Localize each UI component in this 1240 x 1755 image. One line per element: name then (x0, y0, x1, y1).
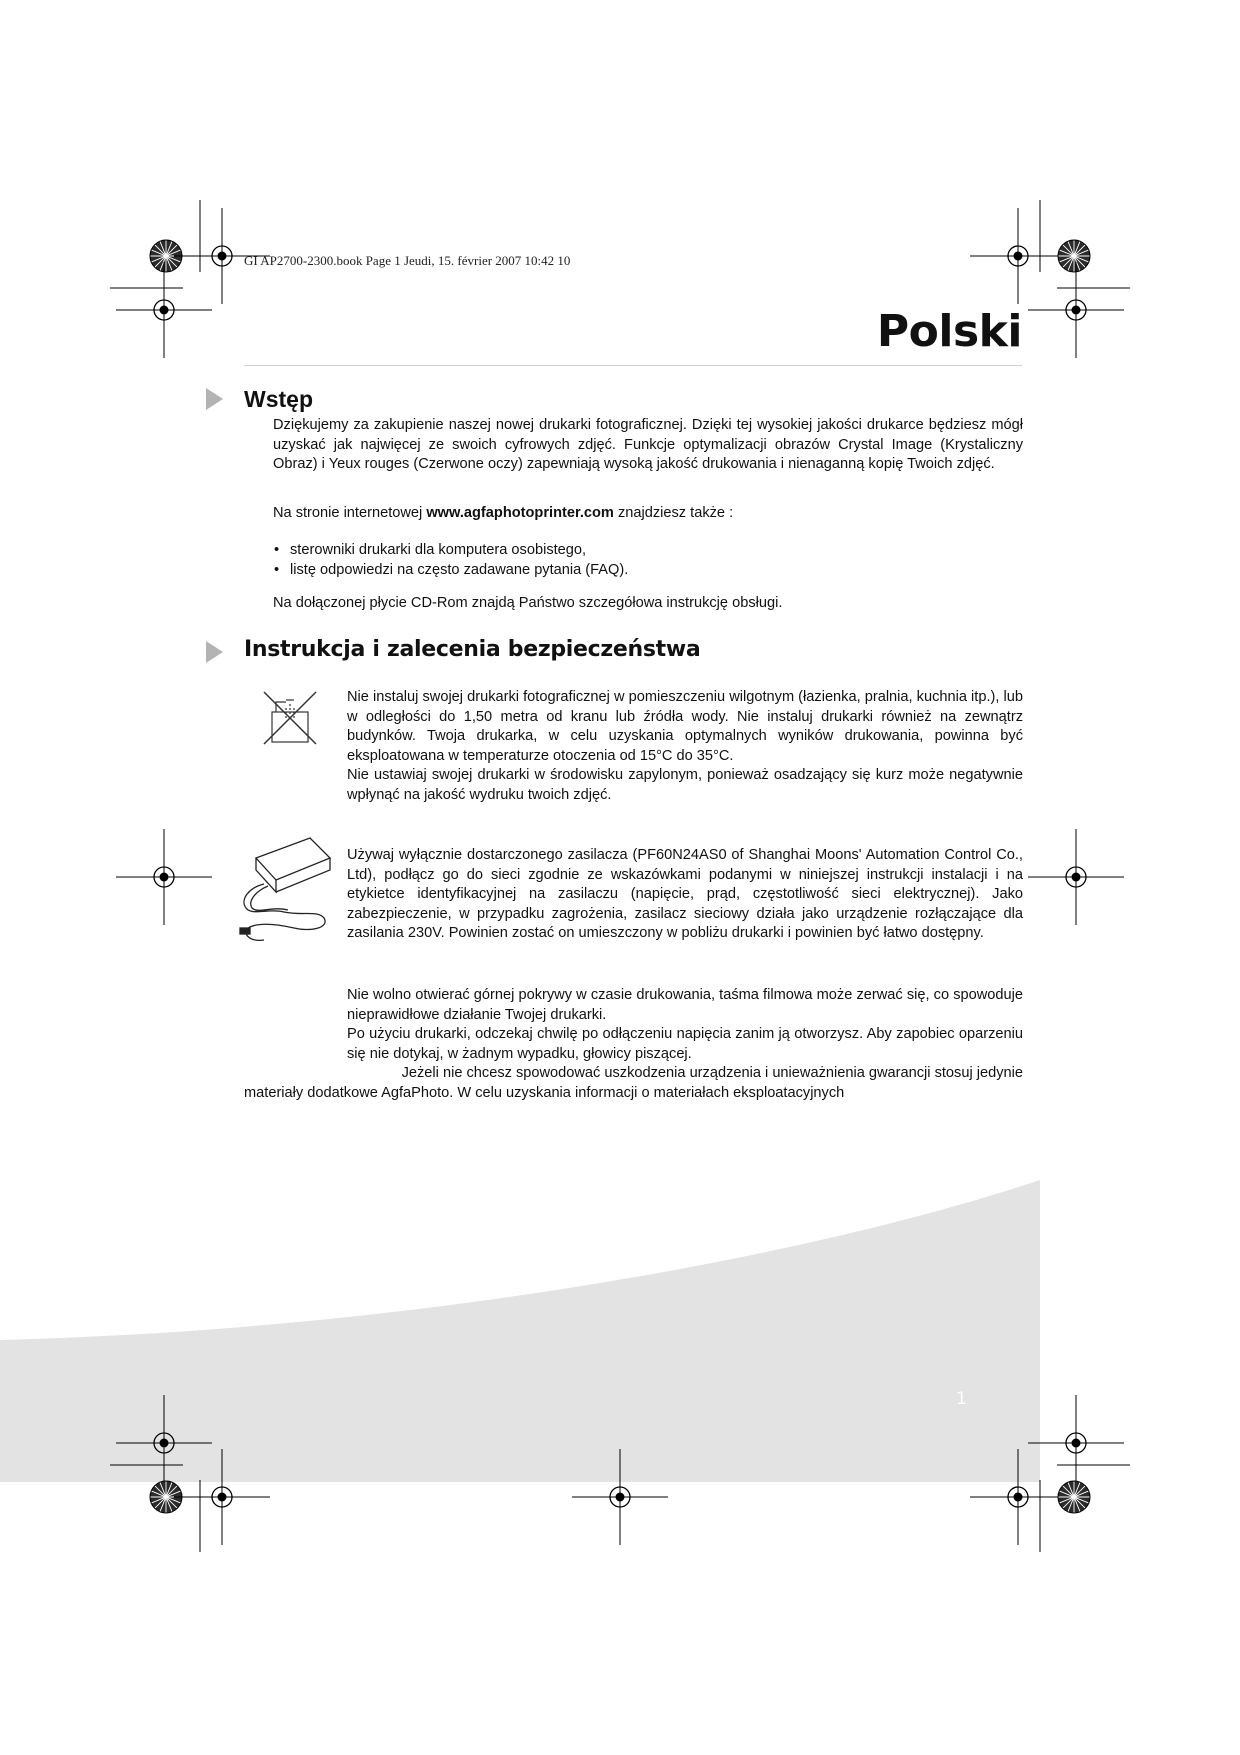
intro-paragraph: Dziękujemy za zakupienie naszej nowej drukarki fotograficznej. Dzięki tej wysokiej jakości drukarce będziesz mógł uzyskać jak najwięcej ze swoich cyfrowych zdjęć. Funkcje optymalizacji obrazów Crystal Image (Krystaliczny Obraz) i Yeux rouges (Czerwone oczy) zapewniają wysoką jakość drukowania i nienaganną kopię Twoich zdjęć. (273, 417, 1023, 472)
registration-mark-icon (1028, 1395, 1124, 1491)
supplies-line-2: materiały dodatkowe AgfaPhoto. W celu uzyskania informacji o materiałach eksploatacyjnych (244, 1085, 845, 1101)
list-item-text: listę odpowiedzi na często zadawane pytania (FAQ). (290, 561, 629, 578)
color-target-icon (1058, 1481, 1090, 1513)
supplies-line-1: Jeżeli nie chcesz spowodować uszkodzenia urządzenia i unieważnienia gwarancji stosuj jedynie (401, 1065, 1023, 1081)
book-header: GI AP2700-2300.book Page 1 Jeudi, 15. février 2007 10:42 10 (244, 253, 571, 268)
bullet-icon: • (274, 561, 280, 578)
cd-note: Na dołączonej płycie CD-Rom znajdą Państwo szczegółowa instrukcję obsługi. (273, 595, 783, 611)
website-suffix: znajdziesz także : (613, 505, 734, 521)
feature-list (273, 541, 1013, 580)
registration-mark-icon (970, 208, 1066, 304)
color-target-icon (1058, 240, 1090, 272)
power-adapter-icon (238, 836, 338, 944)
registration-mark-icon (572, 1449, 668, 1545)
bullet-icon: • (274, 542, 280, 558)
website-line (273, 504, 1023, 524)
humidity-warning: Nie instaluj swojej drukarki fotograficznej w pomieszczeniu wilgotnym (łazienka, pralnia, kuchnia itp.), lub w odległości do 1,50 metra od kranu lub źródła wody. Nie instaluj drukarki również na zewnątrz budynków. Twoja drukarka, w celu uzyskania optymalnych wyników drukowania, powinna być eksploatowana w temperaturze otoczenia od 15°C do 35°C. (347, 689, 1023, 764)
list-item (273, 541, 1013, 561)
registration-mark-icon (1028, 262, 1124, 358)
adapter-warning: Używaj wyłącznie dostarczonego zasilacza (PF60N24AS0 of Shanghai Moons' Automation Control Co., Ltd), podłącz go do sieci zgodnie ze wskazówkami podanymi w niniejszej instrukcji instalacji i na etykietce identyfikacyjnej na zasilaczu (napięcie, prąd, częstotliwość sieci elektrycznej). Jako zabezpieczenie, w przypadku zagrożenia, zasilacz sieciowy działa jako urządzenie rozłączające dla zasilania 230V. Powinien zostać on umieszczony w pobliżu drukarki i powinien być łatwo dostępny. (347, 847, 1023, 941)
registration-mark-icon (116, 262, 212, 358)
no-water-icon (262, 688, 318, 746)
registration-mark-icon (116, 829, 212, 925)
website-link[interactable]: www.agfaphotoprinter.com (426, 505, 614, 521)
registration-mark-icon (1028, 829, 1124, 925)
registration-mark-icon (174, 1449, 270, 1545)
cover-warning: Nie wolno otwierać górnej pokrywy w czasie drukowania, taśma filmowa może zerwać się, co spowoduje nieprawidłowe działanie Twojej drukarki. (347, 987, 1023, 1023)
section-heading-safety: Instrukcja i zalecenia bezpieczeństwa (244, 637, 701, 662)
page-title: Polski (876, 306, 1022, 357)
section-arrow-icon (206, 388, 223, 410)
section-heading-intro: Wstęp (244, 386, 313, 412)
registration-mark-icon (970, 1449, 1066, 1545)
title-divider (244, 365, 1022, 366)
list-item-text: sterowniki drukarki dla komputera osobistego, (290, 542, 587, 558)
dust-warning: Nie ustawiaj swojej drukarki w środowisku zapylonym, ponieważ osadzający się kurz może negatywnie wpłynąć na jakość wydruku twoich zdjęć. (347, 767, 1023, 803)
website-prefix: Na stronie internetowej (273, 505, 427, 521)
registration-mark-icon (116, 1395, 212, 1491)
section-arrow-icon (206, 641, 223, 663)
print-head-warning: Po użyciu drukarki, odczekaj chwilę po odłączeniu napięcia zanim ją otworzysz. Aby zapobiec oparzeniu się nie dotykaj, w żadnym wypadku, głowicy piszącej. (347, 1026, 1023, 1062)
list-item (273, 561, 1013, 581)
page-number: 1 (956, 1389, 967, 1409)
